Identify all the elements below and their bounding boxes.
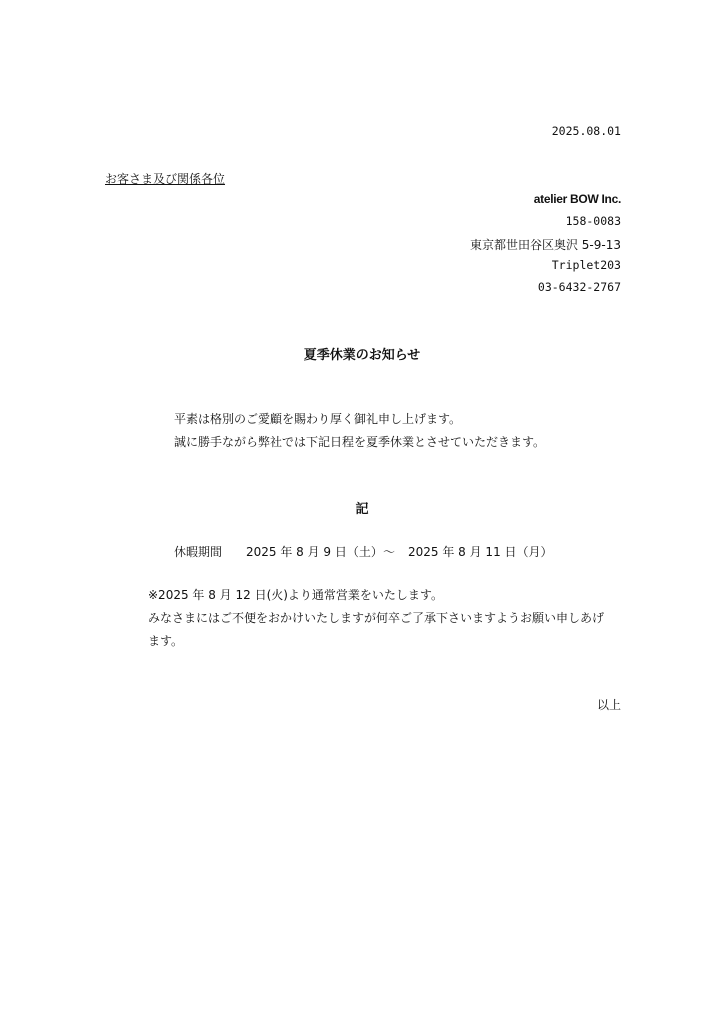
holiday-period-separator: ～ [383, 545, 396, 559]
addressee: お客さま及び関係各位 [105, 172, 226, 186]
notice-title: 夏季休業のお知らせ [303, 348, 421, 363]
greeting-line-2: 誠に勝手ながら弊社では下記日程を夏季休業とさせていただきます。 [174, 435, 546, 449]
holiday-period-start: 2025 年 8 月 9 日（土） [246, 545, 383, 559]
note-line-3: ます。 [148, 634, 184, 648]
ki-heading: 記 [355, 502, 369, 517]
note-line-1: ※2025 年 8 月 12 日(火)より通常営業をいたします。 [148, 588, 443, 602]
sender-address: 東京都世田谷区奥沢 5-9-13 [469, 238, 621, 252]
sender-phone: 03-6432-2767 [537, 280, 621, 294]
letter-date: 2025.08.01 [551, 124, 621, 138]
holiday-period-label: 休暇期間 [174, 545, 223, 559]
note-line-2: みなさまにはご不便をおかけいたしますが何卒ご了承下さいますようお願い申しあげ [148, 611, 605, 625]
sender-postal-code: 158-0083 [565, 214, 621, 228]
sender-building: Triplet203 [551, 258, 621, 272]
sender-company: atelier BOW Inc. [533, 192, 621, 206]
holiday-period-end: 2025 年 8 月 11 日（月） [408, 545, 553, 559]
greeting-line-1: 平素は格別のご愛顧を賜わり厚く御礼申し上げます。 [174, 412, 462, 426]
closing-ijou: 以上 [596, 698, 621, 712]
